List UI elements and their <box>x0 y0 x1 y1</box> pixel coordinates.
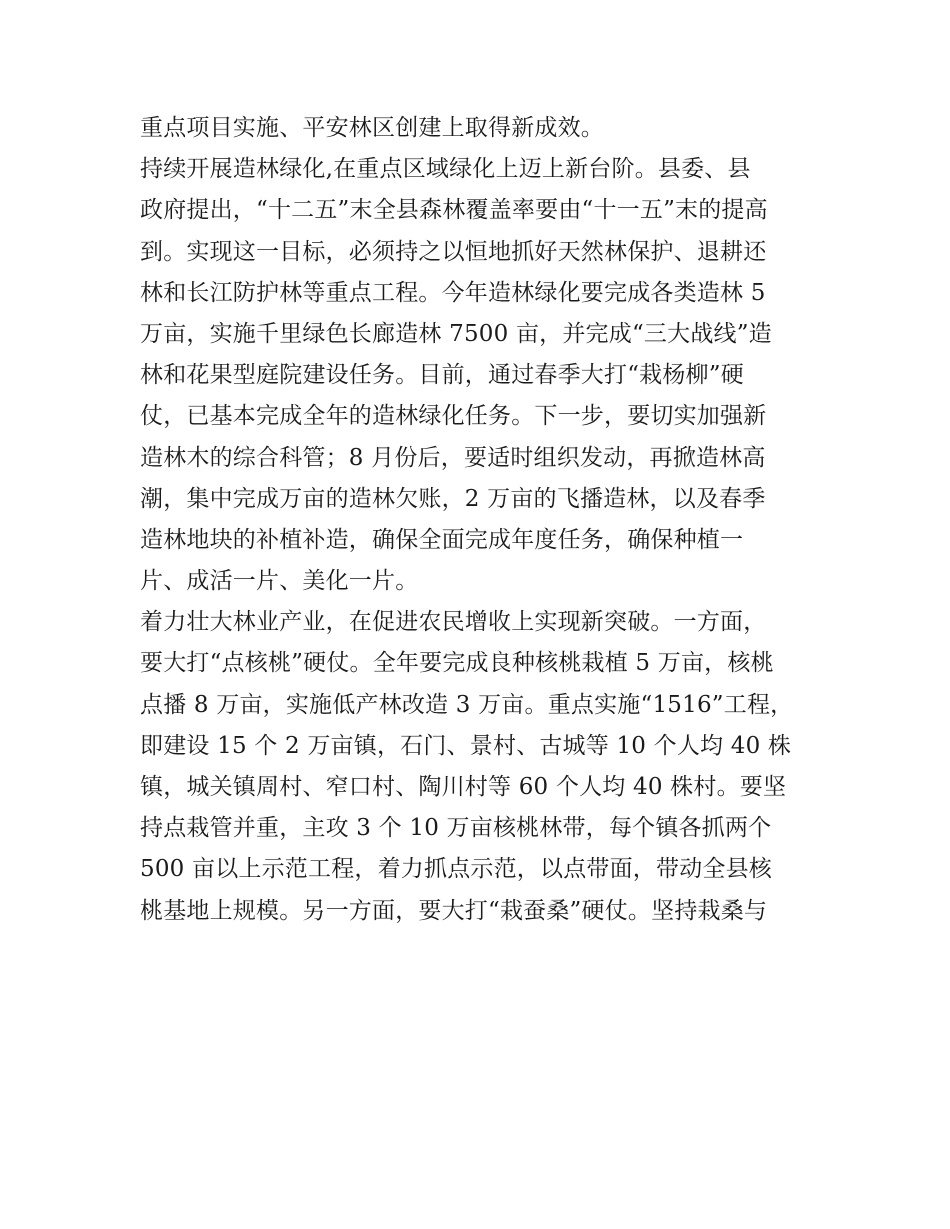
text-line: 造林地块的补植补造，确保全面完成年度任务，确保种植一 <box>140 526 744 553</box>
document-body <box>140 108 812 932</box>
text-line: 政府提出，“十二五”末全县森林覆盖率要由“十一五”末的提高 <box>140 197 768 224</box>
text-line: 镇，城关镇周村、窄口村、陶川村等 60 个人均 40 株村。要坚 <box>140 774 787 800</box>
text-line: 持点栽管并重，主攻 3 个 10 万亩核桃林带，每个镇各抓两个 <box>140 815 772 842</box>
text-line: 仗，已基本完成全年的造林绿化任务。下一步，要切实加强新 <box>140 403 767 430</box>
text-line: 持续开展造林绿化,在重点区域绿化上迈上新台阶。县委、县 <box>140 156 751 183</box>
text-line: 着力壮大林业产业，在促进农民增收上实现新突破。一方面， <box>140 609 767 636</box>
text-line: 要大打“点核桃”硬仗。全年要完成良种核桃栽植 5 万亩，核桃 <box>140 650 774 677</box>
text-line: 点播 8 万亩，实施低产林改造 3 万亩。重点实施“1516”工程， <box>140 691 794 718</box>
text-line: 林和花果型庭院建设任务。目前，通过春季大打“栽杨柳”硬 <box>140 362 744 389</box>
text-line: 桃基地上规模。另一方面，要大打“栽蚕桑”硬仗。坚持栽桑与 <box>140 897 768 924</box>
text-line: 林和长江防护林等重点工程。今年造林绿化要完成各类造林 5 <box>140 279 766 306</box>
text-line: 即建设 15 个 2 万亩镇，石门、景村、古城等 10 个人均 40 株 <box>140 732 792 759</box>
text-line: 造林木的综合科管；8 月份后，要适时组织发动，再掀造林高 <box>140 444 766 471</box>
text-line: 到。实现这一目标，必须持之以恒地抓好天然林保护、退耕还 <box>140 238 767 265</box>
text-line: 重点项目实施、平安林区创建上取得新成效。 <box>140 115 604 141</box>
text-line: 500 亩以上示范工程，着力抓点示范，以点带面，带动全县核 <box>140 856 773 883</box>
text-line: 万亩，实施千里绿色长廊造林 7500 亩，并完成“三大战线”造 <box>140 320 772 347</box>
text-line: 潮，集中完成万亩的造林欠账，2 万亩的飞播造林，以及春季 <box>140 485 766 512</box>
text-line: 片、成活一片、美化一片。 <box>140 568 419 595</box>
